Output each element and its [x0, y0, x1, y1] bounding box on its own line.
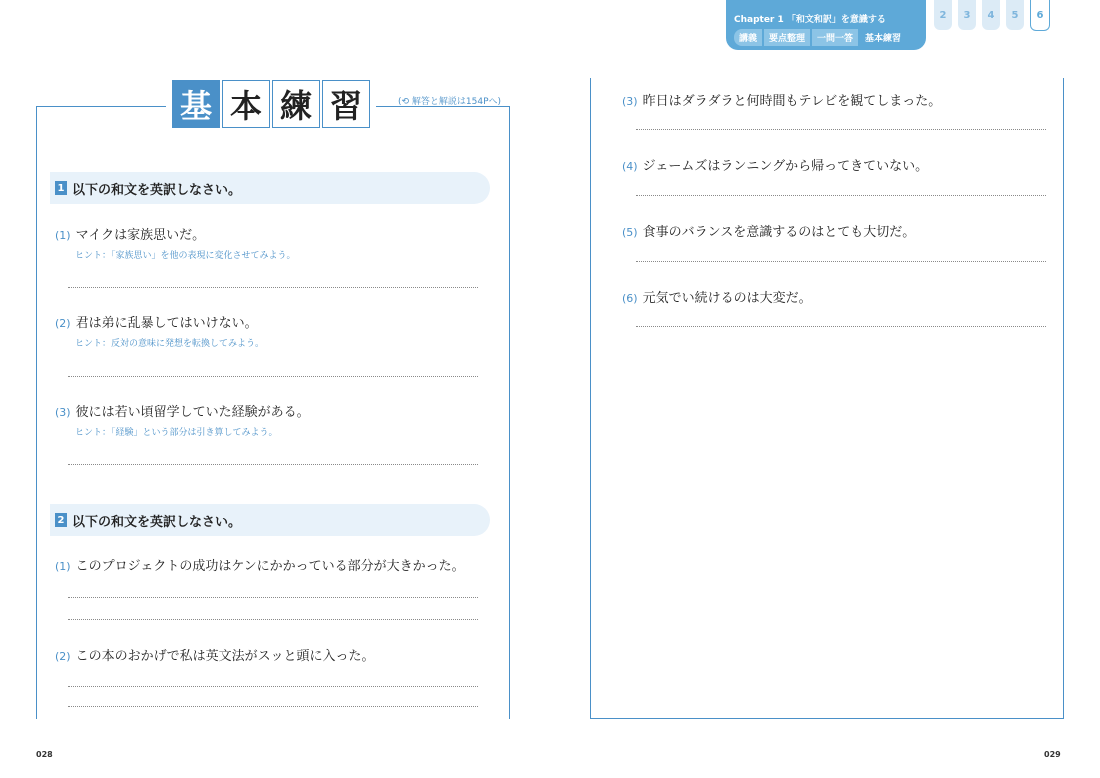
chapter-tab-6[interactable]: 6	[1030, 0, 1050, 31]
question-text: この本のおかげで私は英文法がスッと頭に入った。	[75, 649, 375, 664]
question-text: 食事のバランスを意識するのはとても大切だ。	[642, 225, 916, 240]
section-text: 以下の和文を英訳しなさい。	[72, 514, 242, 530]
question-2-2	[55, 645, 374, 664]
breadcrumb-item-active[interactable]: 基本練習	[860, 29, 906, 46]
answer-line[interactable]	[68, 686, 478, 687]
question-number: (1)	[55, 560, 71, 573]
title-char: 本	[222, 80, 270, 128]
page-number-right: 029	[1044, 750, 1061, 759]
question-text: 元気でい続けるのは大変だ。	[642, 291, 812, 306]
question-1-1	[55, 224, 205, 243]
page-title	[166, 80, 376, 128]
answer-line[interactable]	[636, 129, 1046, 130]
question-number: (5)	[622, 226, 638, 239]
hint-text: ヒント：「家族思い」を他の表現に変化させてみよう。	[75, 251, 296, 261]
question-2-1	[55, 555, 465, 574]
title-char: 練	[272, 80, 320, 128]
question-number: (1)	[55, 229, 71, 242]
breadcrumb-item[interactable]: 講義	[734, 29, 762, 46]
question-number: (6)	[622, 292, 638, 305]
question-2-6	[622, 287, 812, 306]
question-number: (3)	[55, 406, 71, 419]
question-text: このプロジェクトの成功はケンにかかっている部分が大きかった。	[75, 559, 465, 574]
hint-text: ヒント：「経験」という部分は引き算してみよう。	[75, 428, 278, 438]
section-number: 2	[55, 513, 67, 527]
section-text: 以下の和文を英訳しなさい。	[72, 182, 242, 198]
question-1-3	[55, 401, 310, 420]
section-number: 1	[55, 181, 67, 195]
answer-line[interactable]	[68, 287, 478, 288]
chapter-index	[934, 0, 1050, 31]
answer-line[interactable]	[68, 376, 478, 377]
answer-line[interactable]	[636, 326, 1046, 327]
breadcrumb	[734, 29, 906, 46]
title-char: 基	[172, 80, 220, 128]
answer-line[interactable]	[68, 464, 478, 465]
question-number: (4)	[622, 160, 638, 173]
answer-line[interactable]	[68, 597, 478, 598]
section-1-heading	[50, 172, 490, 204]
question-number: (3)	[622, 95, 638, 108]
question-2-4	[622, 155, 928, 174]
answer-line[interactable]	[636, 261, 1046, 262]
question-number: (2)	[55, 650, 71, 663]
question-text: ジェームズはランニングから帰ってきていない。	[642, 159, 929, 174]
chapter-tab-2[interactable]: 2	[934, 0, 952, 30]
answer-line[interactable]	[636, 195, 1046, 196]
question-text: 昨日はダラダラと何時間もテレビを観てしまった。	[642, 94, 942, 109]
answer-line[interactable]	[68, 619, 478, 620]
page-number-left: 028	[36, 750, 53, 759]
chapter-title: Chapter 1 「和文和訳」を意識する	[734, 15, 886, 25]
hint-text: ヒント：反対の意味に発想を転換してみよう。	[75, 339, 265, 349]
answer-reference: (⟲ 解答と解説は154Pへ)	[398, 97, 502, 107]
chapter-tab-3[interactable]: 3	[958, 0, 976, 30]
question-2-5	[622, 221, 915, 240]
chapter-tab-5[interactable]: 5	[1006, 0, 1024, 30]
section-2-heading	[50, 504, 490, 536]
question-number: (2)	[55, 317, 71, 330]
question-text: 君は弟に乱暴してはいけない。	[75, 316, 258, 331]
breadcrumb-item[interactable]: 一問一答	[812, 29, 858, 46]
question-2-3	[622, 90, 941, 109]
chapter-tab	[726, 0, 926, 50]
right-page-frame	[590, 78, 1064, 719]
answer-line[interactable]	[68, 706, 478, 707]
question-text: 彼には若い頃留学していた経験がある。	[75, 405, 310, 420]
question-text: マイクは家族思いだ。	[75, 228, 206, 243]
breadcrumb-item[interactable]: 要点整理	[764, 29, 810, 46]
question-1-2	[55, 312, 258, 331]
title-char: 習	[322, 80, 370, 128]
chapter-tab-4[interactable]: 4	[982, 0, 1000, 30]
